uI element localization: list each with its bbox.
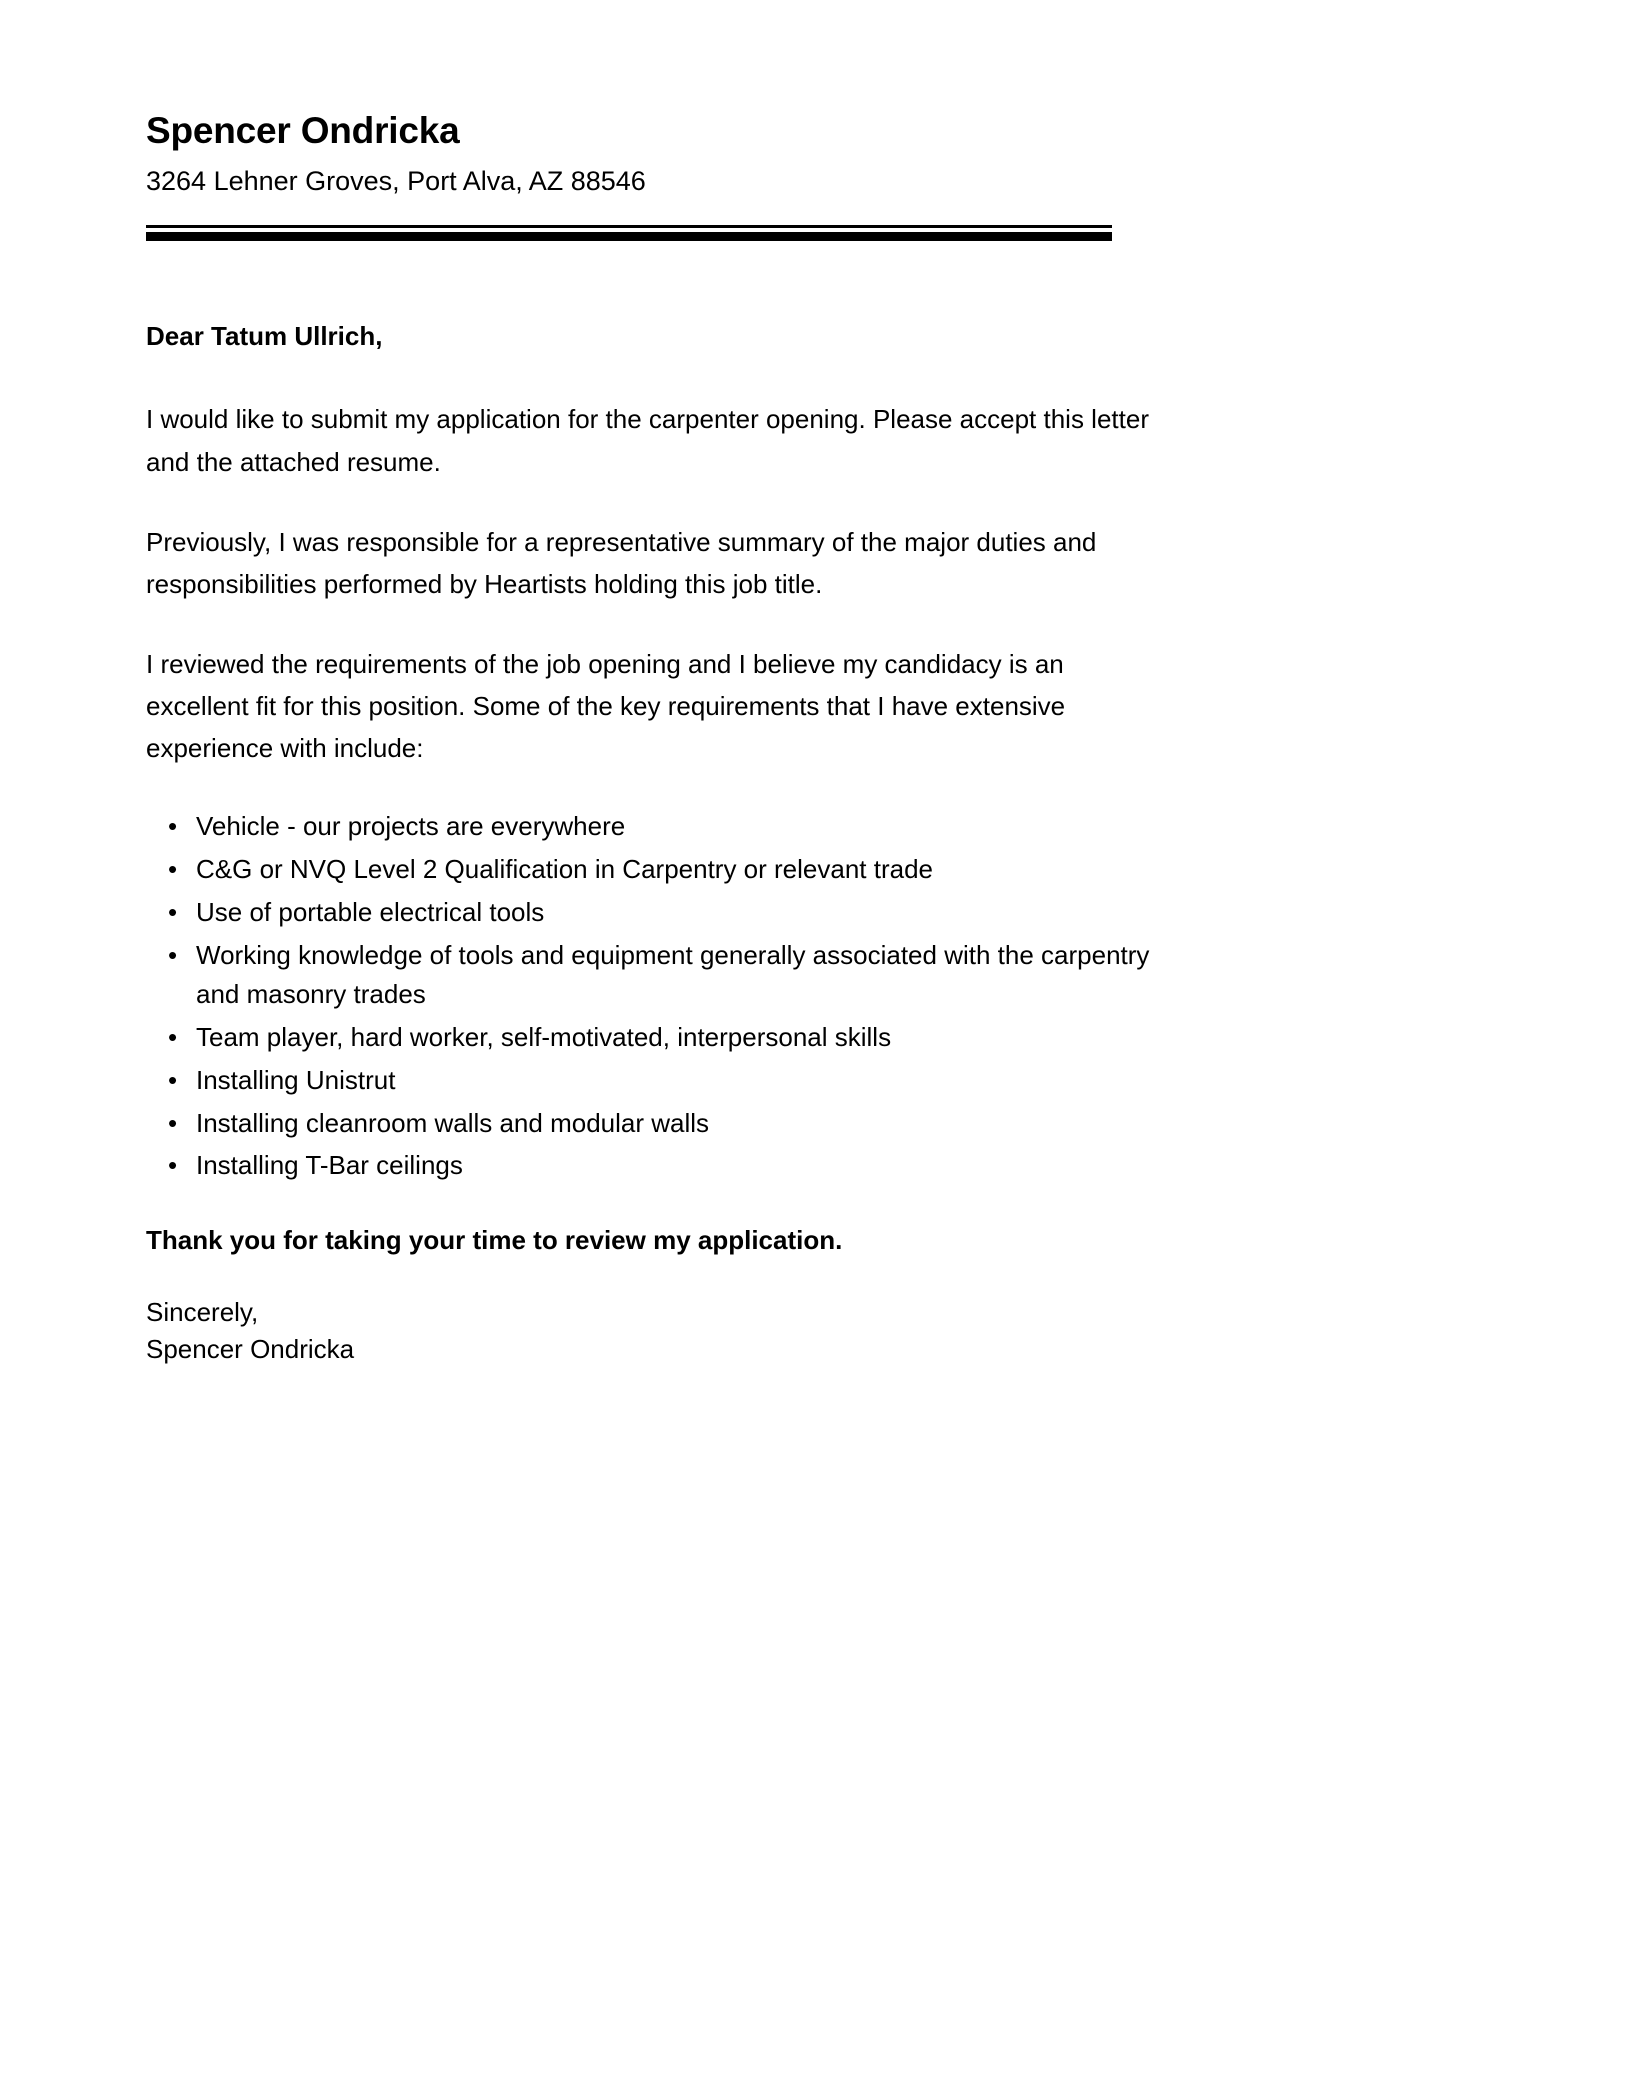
bullet-icon: • bbox=[168, 853, 178, 884]
bullet-icon: • bbox=[168, 1022, 178, 1053]
list-item bbox=[146, 850, 1156, 890]
bullet-icon: • bbox=[168, 811, 178, 842]
list-item-label: Vehicle - our projects are everywhere bbox=[196, 811, 626, 842]
list-item-label: Installing T-Bar ceilings bbox=[196, 1150, 463, 1181]
list-item bbox=[146, 1061, 1156, 1101]
sender-address: 3264 Lehner Groves, Port Alva, AZ 88546 bbox=[146, 166, 646, 197]
bullet-icon: • bbox=[168, 1150, 178, 1181]
valediction: Sincerely, bbox=[146, 1297, 259, 1328]
list-item-label: Working knowledge of tools and equipment generally associated with the carpentry and masonry trades bbox=[196, 939, 1150, 1010]
divider-rule-thick bbox=[146, 232, 1112, 241]
letter-header bbox=[146, 108, 1482, 199]
signoff-block bbox=[146, 1294, 1156, 1368]
list-item-label: Team player, hard worker, self-motivated, interpersonal skills bbox=[196, 1022, 892, 1053]
header-divider bbox=[146, 225, 1112, 241]
body-paragraph-2: Previously, I was responsible for a representative summary of the major duties and responsibilities performed by Heartists holding this job title. bbox=[146, 526, 1097, 599]
list-item bbox=[146, 936, 1156, 1016]
closing-line: Thank you for taking your time to review my application. bbox=[146, 1225, 843, 1256]
list-item-label: Installing cleanroom walls and modular walls bbox=[196, 1107, 710, 1138]
list-item-label: Use of portable electrical tools bbox=[196, 896, 545, 927]
list-item bbox=[146, 807, 1156, 847]
body-paragraph-3: I reviewed the requirements of the job opening and I believe my candidacy is an excellent fit for this position. Some of the key requirements that I have extensive experience with include: bbox=[146, 648, 1066, 764]
signer-name: Spencer Ondricka bbox=[146, 1334, 355, 1365]
list-item bbox=[146, 1146, 1156, 1186]
sender-name: Spencer Ondricka bbox=[146, 110, 460, 151]
letter-body bbox=[146, 319, 1156, 1368]
body-paragraph-1: I would like to submit my application for the carpenter opening. Please accept this letter and the attached resume. bbox=[146, 404, 1149, 477]
list-item-label: Installing Unistrut bbox=[196, 1064, 396, 1095]
bullet-icon: • bbox=[168, 939, 178, 970]
list-item bbox=[146, 1104, 1156, 1144]
bullet-icon: • bbox=[168, 1064, 178, 1095]
bullet-icon: • bbox=[168, 1107, 178, 1138]
bullet-icon: • bbox=[168, 896, 178, 927]
list-item-label: C&G or NVQ Level 2 Qualification in Carpentry or relevant trade bbox=[196, 853, 934, 884]
requirements-list bbox=[146, 807, 1156, 1186]
salutation: Dear Tatum Ullrich, bbox=[146, 321, 383, 352]
list-item bbox=[146, 893, 1156, 933]
list-item bbox=[146, 1018, 1156, 1058]
